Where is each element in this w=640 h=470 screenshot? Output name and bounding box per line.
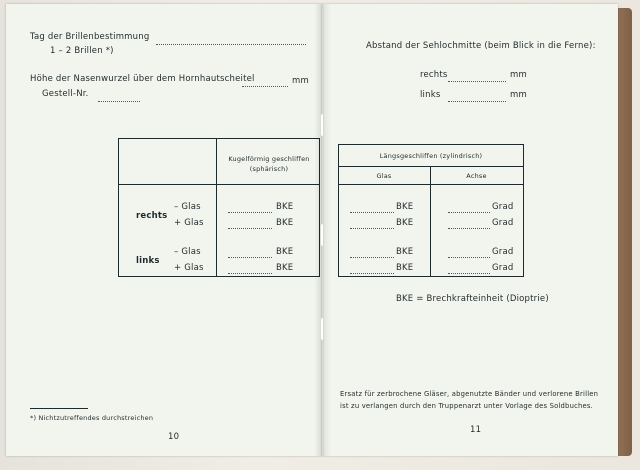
- date-field[interactable]: [156, 44, 306, 45]
- links-minus-field[interactable]: [228, 257, 272, 258]
- bke-links-plus: BKE: [276, 263, 294, 273]
- cyl-achse-field-3[interactable]: [448, 257, 490, 258]
- cyl-glas-field-4[interactable]: [350, 273, 394, 274]
- cyl-achse-2: Grad: [492, 218, 514, 228]
- rechts-plus-field[interactable]: [228, 228, 272, 229]
- frame-label: Gestell-Nr.: [42, 89, 89, 99]
- cyl-glas-1: BKE: [396, 202, 414, 212]
- frame-field[interactable]: [98, 101, 140, 102]
- footnote: *) Nichtzutreffendes durchstreichen: [30, 414, 154, 422]
- bke-rechts-minus: BKE: [276, 202, 294, 212]
- glass-minus-links: – Glas: [174, 247, 201, 257]
- page-number-left: 10: [168, 432, 180, 442]
- links-plus-field[interactable]: [228, 273, 272, 274]
- nose-field[interactable]: [242, 86, 288, 87]
- glass-plus-rechts: + Glas: [174, 218, 204, 228]
- pupil-label: Abstand der Sehlochmitte (beim Blick in die Ferne):: [366, 41, 596, 51]
- col-glas-header: Glas: [376, 172, 392, 180]
- cyl-glas-2: BKE: [396, 218, 414, 228]
- cyl-achse-field-2[interactable]: [448, 228, 490, 229]
- pupil-left-label: links: [420, 90, 441, 100]
- cyl-glas-3: BKE: [396, 247, 414, 257]
- count-label: 1 – 2 Brillen *): [50, 46, 114, 56]
- nose-label: Höhe der Nasenwurzel über dem Hornhautscheitel: [30, 74, 255, 84]
- cyl-achse-3: Grad: [492, 247, 514, 257]
- cyl-glas-field-2[interactable]: [350, 228, 394, 229]
- replacement-line-2: ist zu verlangen durch den Truppenarzt unter Vorlage des Soldbuches.: [340, 402, 594, 410]
- sphere-header: Kugelförmig geschliffen (sphärisch): [228, 155, 310, 173]
- glass-minus-rechts: – Glas: [174, 202, 201, 212]
- cylinder-header: Längsgeschliffen (zylindrisch): [379, 152, 483, 160]
- pupil-right-field[interactable]: [448, 81, 506, 82]
- glass-plus-links: + Glas: [174, 263, 204, 273]
- cyl-glas-field-1[interactable]: [350, 212, 394, 213]
- cyl-achse-1: Grad: [492, 202, 514, 212]
- date-label: Tag der Brillenbestimmung: [30, 32, 150, 42]
- bke-rechts-plus: BKE: [276, 218, 294, 228]
- binding-stitch-bottom: [321, 318, 329, 340]
- binding-stitch-middle: [321, 224, 329, 246]
- cyl-achse-field-4[interactable]: [448, 273, 490, 274]
- cyl-achse-4: Grad: [492, 263, 514, 273]
- pupil-left-unit: mm: [510, 90, 527, 100]
- pupil-right-label: rechts: [420, 70, 448, 80]
- binding-stitch-top: [321, 114, 329, 136]
- page-number-right: 11: [470, 425, 482, 435]
- cyl-glas-field-3[interactable]: [350, 257, 394, 258]
- rechts-minus-field[interactable]: [228, 212, 272, 213]
- bke-links-minus: BKE: [276, 247, 294, 257]
- cyl-glas-4: BKE: [396, 263, 414, 273]
- pupil-right-unit: mm: [510, 70, 527, 80]
- row-side-rechts: rechts: [136, 211, 168, 221]
- left-page: [6, 4, 322, 456]
- footnote-rule: [30, 408, 88, 409]
- pupil-left-field[interactable]: [448, 101, 506, 102]
- row-side-links: links: [136, 256, 160, 266]
- nose-unit: mm: [292, 76, 309, 86]
- replacement-line-1: Ersatz für zerbrochene Gläser, abgenutzte Bänder und verlorene Brillen: [340, 390, 599, 398]
- bke-note: BKE = Brechkrafteinheit (Dioptrie): [396, 294, 549, 304]
- col-achse-header: Achse: [466, 172, 487, 180]
- cyl-achse-field-1[interactable]: [448, 212, 490, 213]
- right-page: [322, 4, 618, 456]
